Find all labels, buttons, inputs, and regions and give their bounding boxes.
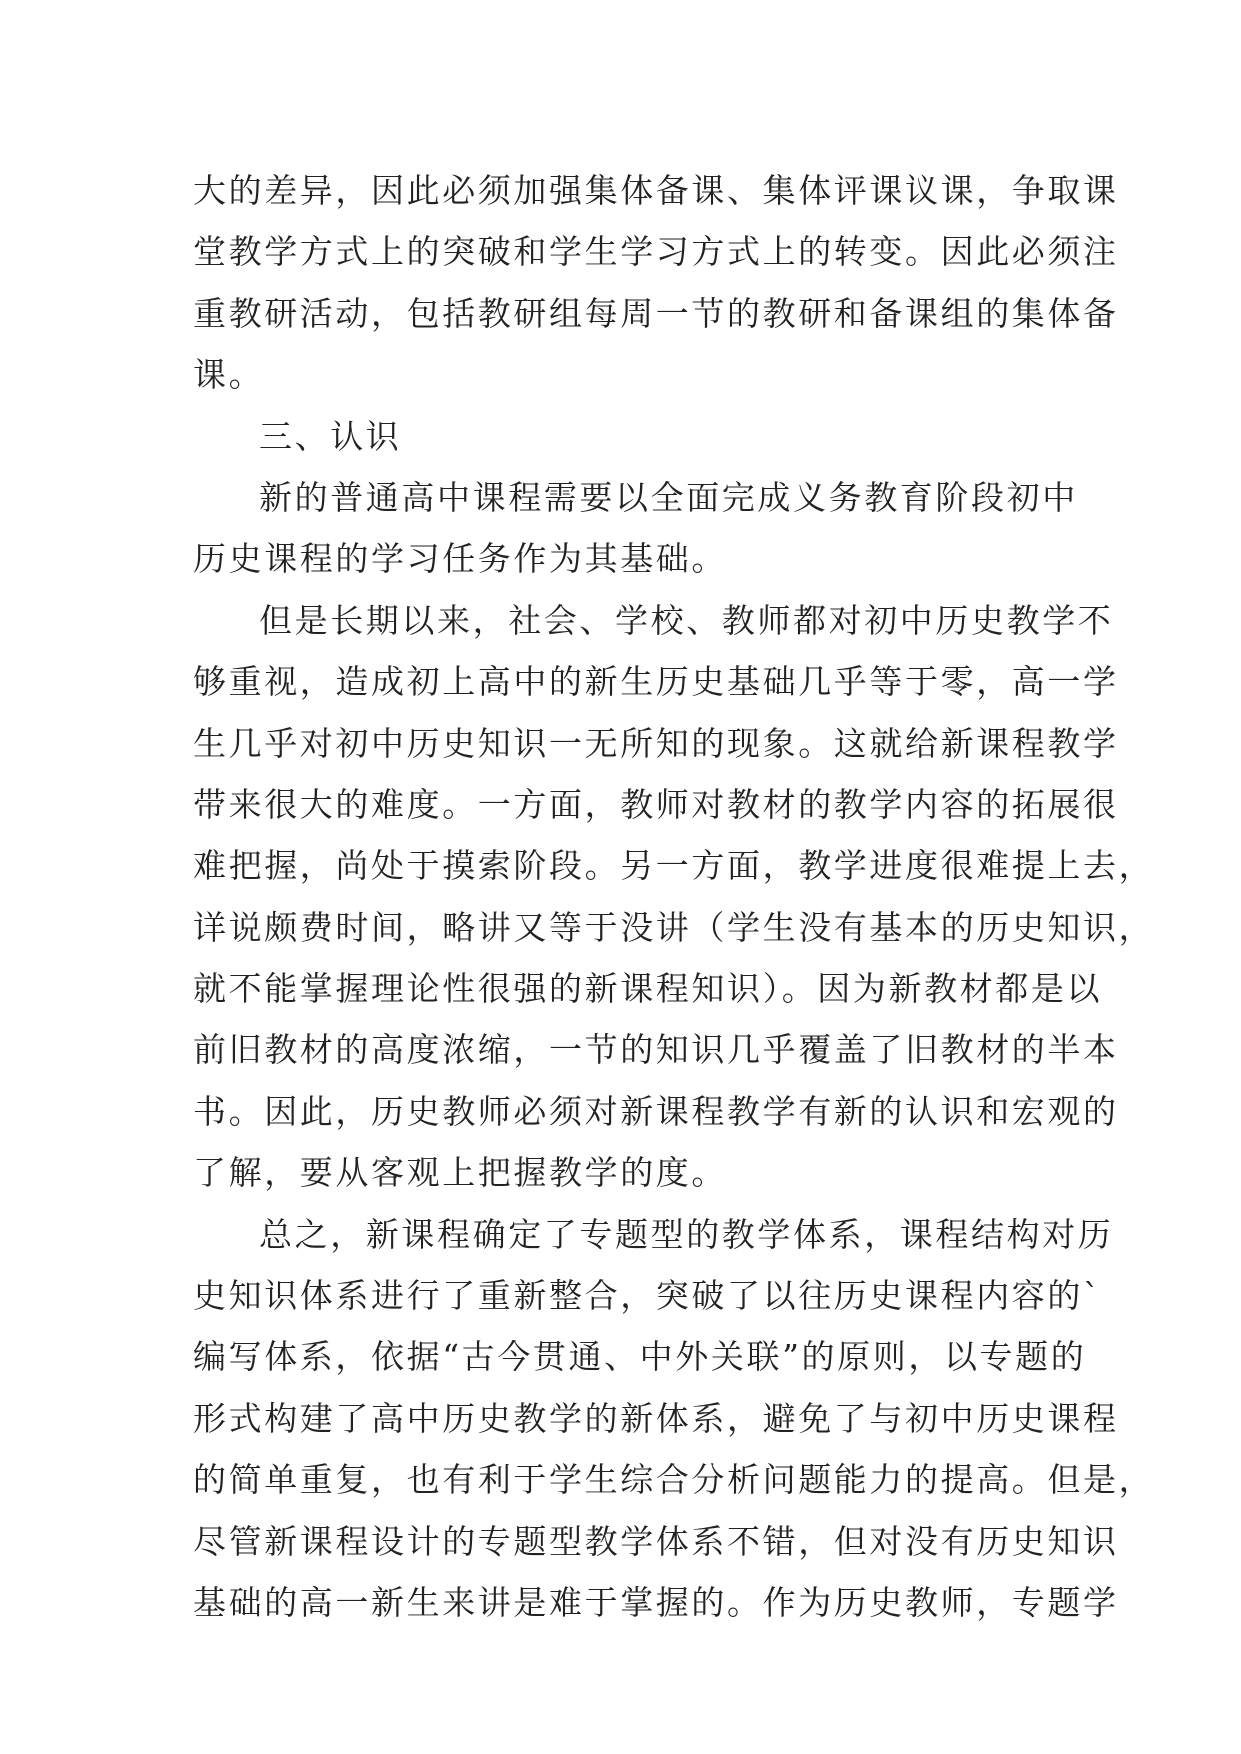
text-line: 大的差异，因此必须加强集体备课、集体评课议课，争取课 (193, 171, 1119, 210)
text-line: 生几乎对初中历史知识一无所知的现象。这就给新课程教学 (193, 723, 1119, 763)
text-line: 详说颇费时间，略讲又等于没讲（学生没有基本的历史知识， (193, 907, 1155, 947)
text-line: 堂教学方式上的突破和学生学习方式上的转变。因此必须注 (193, 232, 1119, 272)
text-line: 重教研活动，包括教研组每周一节的教研和备课组的集体备 (193, 293, 1119, 333)
text-line: 总之，新课程确定了专题型的教学体系，课程结构对历 (259, 1214, 1114, 1254)
text-line: 形式构建了高中历史教学的新体系，避免了与初中历史课程 (193, 1398, 1119, 1438)
body-text (193, 160, 1155, 1633)
text-line: 尽管新课程设计的专题型教学体系不错，但对没有历史知识 (193, 1521, 1119, 1561)
text-line: 书。因此，历史教师必须对新课程教学有新的认识和宏观的 (193, 1091, 1119, 1131)
text-line: 难把握，尚处于摸索阶段。另一方面，教学进度很难提上去， (193, 846, 1155, 886)
text-line: 带来很大的难度。一方面，教师对教材的教学内容的拓展很 (193, 784, 1119, 824)
text-line: 课。 (193, 355, 265, 395)
text-line: 编写体系，依据“古今贯通、中外关联”的原则，以专题的 (193, 1337, 1087, 1377)
text-line: 史知识体系进行了重新整合，突破了以往历史课程内容的` (193, 1276, 1103, 1316)
section-heading: 三、认识 (259, 416, 402, 456)
text-line: 新的普通高中课程需要以全面完成义务教育阶段初中 (259, 477, 1078, 517)
text-line: 历史课程的学习任务作为其基础。 (193, 539, 727, 579)
text-line: 的简单重复，也有利于学生综合分析问题能力的提高。但是， (193, 1460, 1155, 1500)
text-line: 前旧教材的高度浓缩，一节的知识几乎覆盖了旧教材的半本 (193, 1030, 1119, 1070)
text-line: 就不能掌握理论性很强的新课程知识）。因为新教材都是以 (193, 969, 1103, 1009)
text-line: 了解，要从客观上把握教学的度。 (193, 1153, 727, 1193)
text-line: 基础的高一新生来讲是难于掌握的。作为历史教师，专题学 (193, 1582, 1119, 1622)
text-line: 够重视，造成初上高中的新生历史基础几乎等于零，高一学 (193, 662, 1119, 702)
text-line: 但是长期以来，社会、学校、教师都对初中历史教学不 (259, 600, 1114, 640)
